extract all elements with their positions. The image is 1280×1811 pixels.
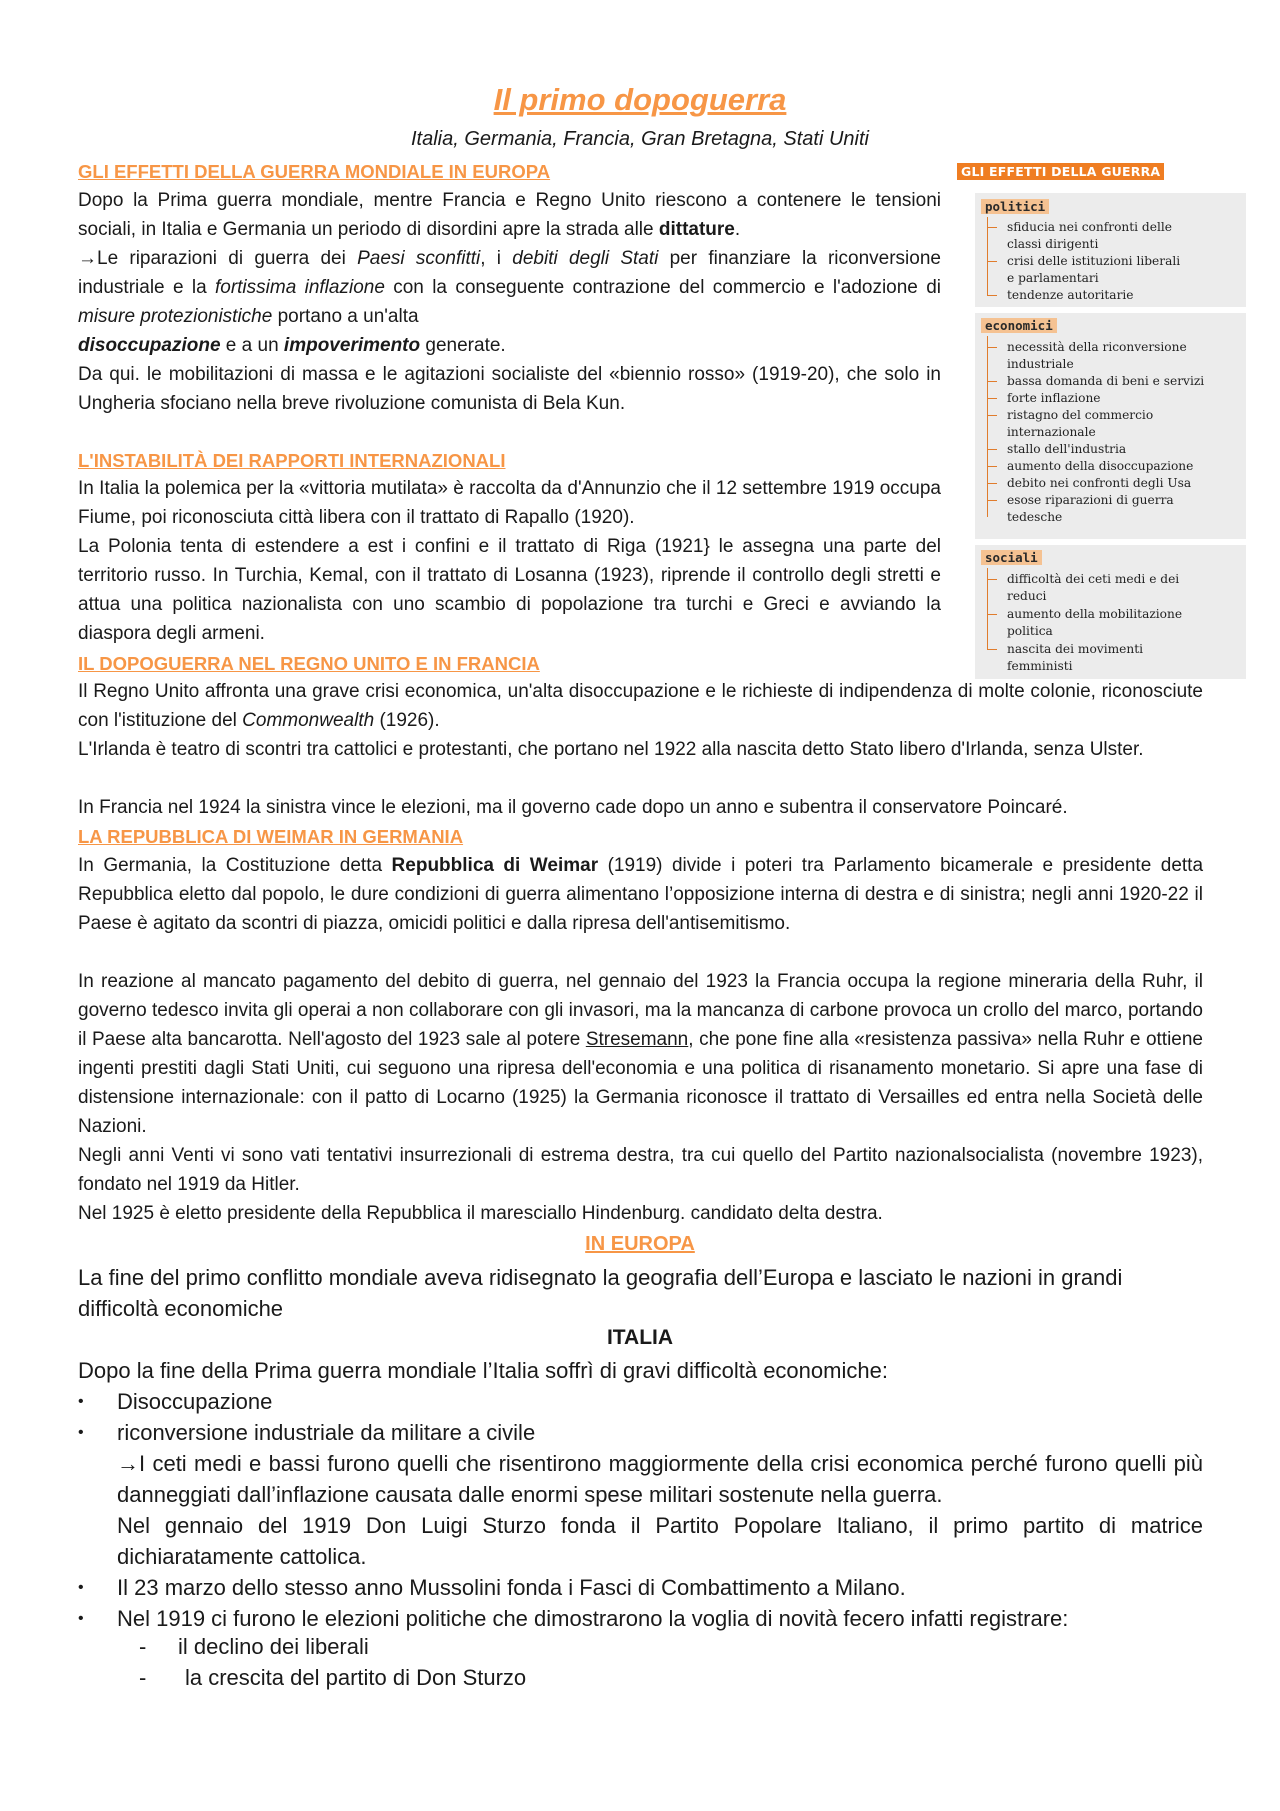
paragraph-uk-3: In Francia nel 1924 la sinistra vince le elezioni, ma il governo cade dopo un anno e subentra il conservatore Poincaré.: [78, 797, 1068, 818]
section-heading-weimar: LA REPUBBLICA DI WEIMAR IN GERMANIA: [78, 826, 464, 847]
section-heading-uk-france: IL DOPOGUERRA NEL REGNO UNITO E IN FRANCIA: [78, 653, 540, 674]
dash-icon: -: [139, 1634, 147, 1659]
tree-line: [987, 568, 988, 649]
dash-icon: -: [139, 1665, 147, 1690]
infographic-box-sociali: sociali difficoltà dei ceti medi e dei reduci aumento della mobilitazione politica nascita dei movimenti femministi: [975, 545, 1246, 679]
bullet-icon: •: [78, 1579, 84, 1596]
section-heading-instability: L'INSTABILITÀ DEI RAPPORTI INTERNAZIONALI: [78, 450, 506, 471]
paragraph-effects-4: Da qui. le mobilitazioni di massa e le agitazioni socialiste del «biennio rosso» (1919-20), che solo in Ungheria sfociano nella breve rivoluzione comunista di Bela Kun.: [78, 364, 941, 414]
list-item-sub: →I ceti medi e bassi furono quelli che risentirono maggiormente della crisi economica perché furono quelli più danneggiati dall’inflazione causata dalle enormi spese militari sostenute nella guerra.: [117, 1451, 1203, 1507]
section-heading-europe: IN EUROPA: [585, 1233, 695, 1255]
list-item-sub: Nel gennaio del 1919 Don Luigi Sturzo fonda il Partito Popolare Italiano, il primo partito di matrice dichiaratamente cattolica.: [117, 1513, 1203, 1569]
bullet-icon: •: [78, 1424, 84, 1441]
page-title: Il primo dopoguerra: [493, 82, 787, 117]
bullet-icon: •: [78, 1393, 84, 1410]
page-subtitle: Italia, Germania, Francia, Gran Bretagna, Stati Uniti: [411, 128, 869, 150]
infographic-tag-politici: politici: [981, 199, 1049, 214]
paragraph-weimar-4: Nel 1925 è eletto presidente della Repubblica il maresciallo Hindenburg. candidato delta destra.: [78, 1203, 883, 1224]
sub-list-item: il declino dei liberali: [178, 1634, 369, 1659]
list-item: Nel 1919 ci furono le elezioni politiche che dimostrarono la voglia di novità fecero infatti registrare:: [117, 1606, 1069, 1631]
section-heading-italia: ITALIA: [606, 1326, 674, 1349]
tree-line: [987, 217, 988, 295]
section-heading-effects: GLI EFFETTI DELLA GUERRA MONDIALE IN EUROPA: [78, 161, 551, 182]
paragraph-weimar-2: In reazione al mancato pagamento del debito di guerra, nel gennaio del 1923 la Francia occupa la regione mineraria della Ruhr, il governo tedesco invita gli operai a non collaborare con gli invasori, ma la mancanza di carbone provoca un crollo del marco, portando il Paese alta bancarotta. Nell'agosto del 1923 sale al potere Stresemann, che pone fine alla «resistenza passiva» nella Ruhr e ottiene ingenti prestiti dagli Stati Uniti, cui seguono una ripresa dell'economia e una politica di risanamento monetario. Si apre una fase di distensione internazionale: con il patto di Locarno (1925) la Germania riconosce il trattato di Versailles ed entra nella Società delle Nazioni.: [78, 971, 1203, 1137]
infographic-war-effects: [957, 163, 1246, 679]
paragraph-weimar-1: In Germania, la Costituzione detta Repubblica di Weimar (1919) divide i poteri tra Parlamento bicamerale e presidente detta Repubblica eletto dal popolo, le dure condizioni di guerra alimentano l’opposizione interna di destra e di sinistra; negli anni 1920-22 il Paese è agitato da scontri di piazza, omicidi politici e dalla ripresa dell'antisemitismo.: [78, 855, 1204, 934]
bullet-icon: •: [78, 1610, 84, 1627]
infographic-box-politici: politici sfiducia nei confronti delle classi dirigenti crisi delle istituzioni liberali e parlamentari tendenze autoritarie: [975, 193, 1246, 307]
list-item: Il 23 marzo dello stesso anno Mussolini fonda i Fasci di Combattimento a Milano.: [117, 1575, 906, 1600]
tree-line: [987, 336, 988, 517]
infographic-tag-economici: economici: [981, 318, 1057, 333]
paragraph-weimar-3: Negli anni Venti vi sono vati tentativi insurrezionali di estrema destra, tra cui quello del Partito nazionalsocialista (novembre 1923), fondato nel 1919 da Hitler.: [78, 1145, 1203, 1195]
paragraph-effects-3: disoccupazione e a un impoverimento generate.: [78, 335, 506, 356]
paragraph-europe: La fine del primo conflitto mondiale aveva ridisegnato la geografia dell’Europa e lasciato le nazioni in grandi difficoltà economiche: [78, 1265, 1123, 1321]
paragraph-italia-intro: Dopo la fine della Prima guerra mondiale l’Italia soffrì di gravi difficoltà economiche:: [78, 1358, 888, 1383]
list-item: riconversione industriale da militare a civile: [117, 1420, 536, 1445]
paragraph-effects-1: Dopo la Prima guerra mondiale, mentre Francia e Regno Unito riescono a contenere le tensioni sociali, in Italia e Germania un periodo di disordini apre la strada alle dittature.: [78, 190, 941, 240]
infographic-box-economici: economici necessità della riconversione industriale bassa domanda di beni e servizi forte inflazione ristagno del commercio internazionale stallo dell'industria aumento della disoccupazione debito nei confronti degli Usa esose riparazioni di guerra tedesche: [975, 313, 1246, 539]
paragraph-instability-2: La Polonia tenta di estendere a est i confini e il trattato di Riga (1921} le assegna una parte del territorio russo. In Turchia, Kemal, con il trattato di Losanna (1923), riprende il controllo degli stretti e attua una politica nazionalista con uno scambio di popolazione tra turchi e Greci e avviando la diaspora degli armeni.: [78, 536, 941, 644]
paragraph-effects-2: →Le riparazioni di guerra dei Paesi sconfitti, i debiti degli Stati per finanziare la riconversione industriale e la fortissima inflazione con la conseguente contrazione del commercio e l'adozione di misure protezionistiche portano a un'alta: [78, 248, 942, 327]
infographic-tag-sociali: sociali: [981, 550, 1042, 565]
paragraph-uk-1: Il Regno Unito affronta una grave crisi economica, un'alta disoccupazione e le richieste di indipendenza di molte colonie, riconosciute con l'istituzione del Commonwealth (1926).: [78, 681, 1203, 731]
list-item: Disoccupazione: [117, 1389, 273, 1414]
sub-list-item: la crescita del partito di Don Sturzo: [185, 1665, 527, 1690]
infographic-header: GLI EFFETTI DELLA GUERRA: [957, 163, 1164, 180]
paragraph-uk-2: L'Irlanda è teatro di scontri tra cattolici e protestanti, che portano nel 1922 alla nascita detto Stato libero d'Irlanda, senza Ulster.: [78, 739, 1144, 760]
paragraph-instability-1: In Italia la polemica per la «vittoria mutilata» è raccolta da d'Annunzio che il 12 settembre 1919 occupa Fiume, poi riconosciuta città libera con il trattato di Rapallo (1920).: [78, 478, 941, 528]
